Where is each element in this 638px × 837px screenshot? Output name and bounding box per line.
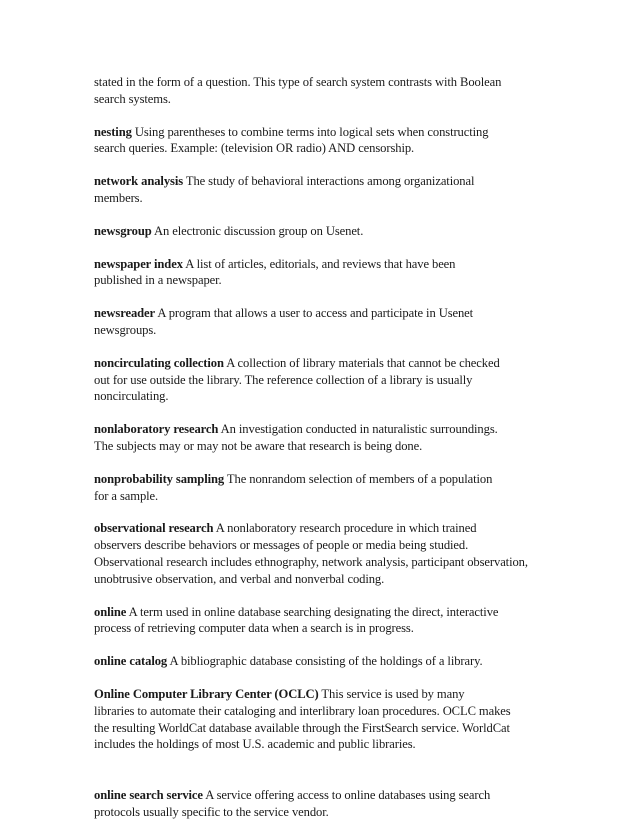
entry-line: process of retrieving computer data when a search is in progress. [94, 621, 414, 636]
entry-definition: An investigation conducted in naturalistic surroundings. [218, 422, 498, 437]
entry-term: online search service [94, 788, 203, 803]
entry-definition: An electronic discussion group on Usenet. [151, 223, 364, 238]
entry-line: The subjects may or may not be aware that research is being done. [94, 438, 423, 453]
entry-line: members. [94, 190, 143, 205]
glossary-entry-newsgroup [94, 223, 549, 240]
entry-term: observational research [94, 521, 214, 536]
entry-definition: A program that allows a user to access and participate in Usenet [155, 306, 474, 321]
glossary-entry-observational-research [94, 520, 549, 587]
glossary-text [94, 74, 549, 837]
glossary-entry-noncirculating-collection [94, 355, 549, 405]
entry-line: Observational research includes ethnography, network analysis, participant observation, [94, 554, 528, 569]
entry-definition: A collection of library materials that cannot be checked [223, 355, 500, 370]
entry-definition: A term used in online database searching designating the direct, interactive [126, 604, 499, 619]
entry-line: observers describe behaviors or messages of people or media being studied. [94, 538, 469, 553]
entry-line: the resulting WorldCat database available through the FirstSearch service. WorldCat [94, 720, 510, 735]
entry-line: stated in the form of a question. This type of search system contrasts with Boolean [94, 75, 502, 89]
glossary-entry-continuation [94, 74, 549, 108]
entry-term: network analysis [94, 174, 184, 189]
entry-definition: This service is used by many [318, 686, 465, 701]
glossary-entry-online-search-service [94, 787, 549, 821]
glossary-entry-network-analysis [94, 173, 549, 207]
glossary-entry-nonlaboratory-research [94, 421, 549, 455]
entry-line: for a sample. [94, 488, 159, 503]
glossary-entry-newspaper-index [94, 256, 549, 290]
entry-line: libraries to automate their cataloging and interlibrary loan procedures. OCLC makes [94, 703, 511, 718]
entry-term: nesting [94, 124, 132, 139]
glossary-entry-newsreader [94, 305, 549, 339]
entry-term: noncirculating collection [94, 355, 224, 370]
entry-line: newsgroups. [94, 322, 157, 337]
entry-definition: The study of behavioral interactions among organizational [183, 174, 475, 189]
glossary-entry-online-catalog [94, 653, 549, 670]
entry-definition: The nonrandom selection of members of a population [224, 471, 493, 486]
entry-term: newspaper index [94, 256, 183, 271]
entry-line: published in a newspaper. [94, 273, 222, 288]
entry-term: online catalog [94, 654, 168, 669]
entry-line: noncirculating. [94, 389, 169, 404]
entry-definition: A service offering access to online databases using search [202, 788, 491, 803]
glossary-entry-nonprobability-sampling [94, 471, 549, 505]
entry-term: Online Computer Library Center (OCLC) [94, 686, 319, 701]
entry-definition: A nonlaboratory research procedure in which trained [213, 521, 477, 536]
glossary-entry-nesting [94, 124, 549, 158]
entry-definition: Using parentheses to combine terms into logical sets when constructing [131, 124, 489, 139]
entry-definition: A list of articles, editorials, and reviews that have been [182, 256, 456, 271]
entry-term: online [94, 604, 127, 619]
entry-term: nonprobability sampling [94, 471, 225, 486]
entry-term: newsgroup [94, 223, 152, 238]
entry-line: search queries. Example: (television OR radio) AND censorship. [94, 141, 415, 156]
entry-line: protocols usually specific to the service vendor. [94, 804, 329, 819]
entry-line: includes the holdings of most U.S. academic and public libraries. [94, 737, 416, 752]
glossary-entry-oclc [94, 686, 549, 753]
entry-line: search systems. [94, 91, 171, 106]
entry-line: unobtrusive observation, and verbal and nonverbal coding. [94, 571, 385, 586]
entry-definition: A bibliographic database consisting of the holdings of a library. [167, 654, 483, 669]
entry-term: newsreader [94, 306, 156, 321]
entry-line: out for use outside the library. The reference collection of a library is usually [94, 372, 473, 387]
entry-term: nonlaboratory research [94, 422, 219, 437]
glossary-entry-online [94, 604, 549, 638]
